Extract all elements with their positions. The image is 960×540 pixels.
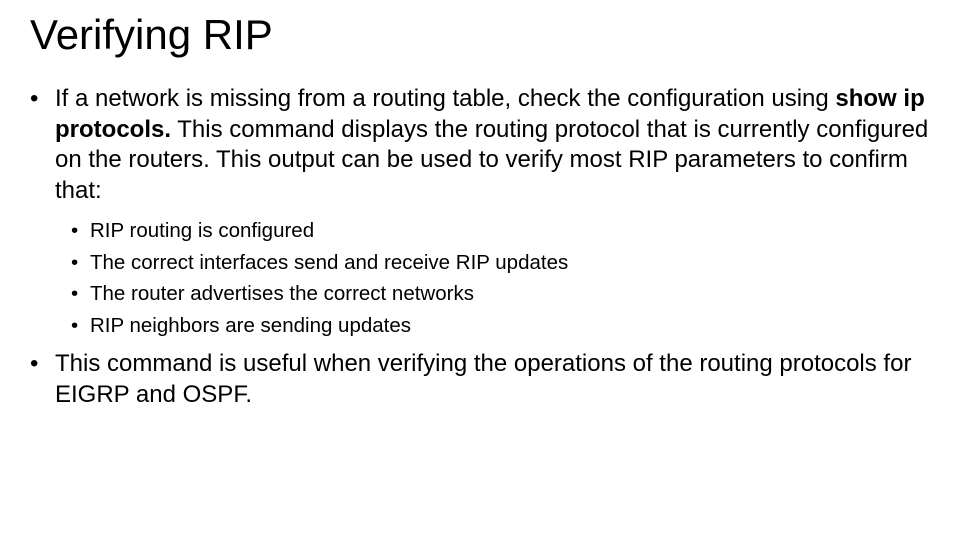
sub-bullet-text: RIP routing is configured: [90, 219, 315, 242]
sub-bullet-dot-icon: •: [71, 282, 79, 305]
bullet-dot-icon: •: [30, 350, 39, 377]
bullet-item: [30, 84, 940, 206]
sub-bullet-text: RIP neighbors are sending updates: [90, 313, 412, 337]
slide-body: [30, 84, 940, 410]
bullet-item: [30, 349, 940, 410]
sub-bullet-dot-icon: •: [71, 250, 79, 274]
sub-bullet-item: [30, 278, 940, 310]
sub-bullet-item: [30, 247, 940, 279]
slide-title: Verifying RIP: [30, 11, 273, 58]
command-text: show ip protocols.: [55, 85, 925, 143]
sub-bullet-dot-icon: •: [71, 313, 79, 337]
bullet-text: This command is useful when verifying the operations of the routing protocols for EIGRP and OSPF.: [55, 350, 912, 408]
sub-bullet-text: The correct interfaces send and receive RIP updates: [90, 250, 569, 274]
sub-bullet-item: [30, 215, 940, 247]
sub-bullet-dot-icon: •: [71, 219, 79, 242]
sub-bullet-item: [30, 310, 940, 342]
sub-bullet-list: [30, 215, 940, 341]
bullet-text-continued: This command displays the routing protocol that is currently configured on the routers. This output can be used to verify most RIP parameters to confirm that:: [55, 115, 929, 204]
sub-bullet-text: The router advertises the correct networks: [90, 282, 474, 305]
bullet-dot-icon: •: [30, 85, 39, 112]
bullet-text: If a network is missing from a routing table, check the configuration using: [55, 85, 836, 112]
